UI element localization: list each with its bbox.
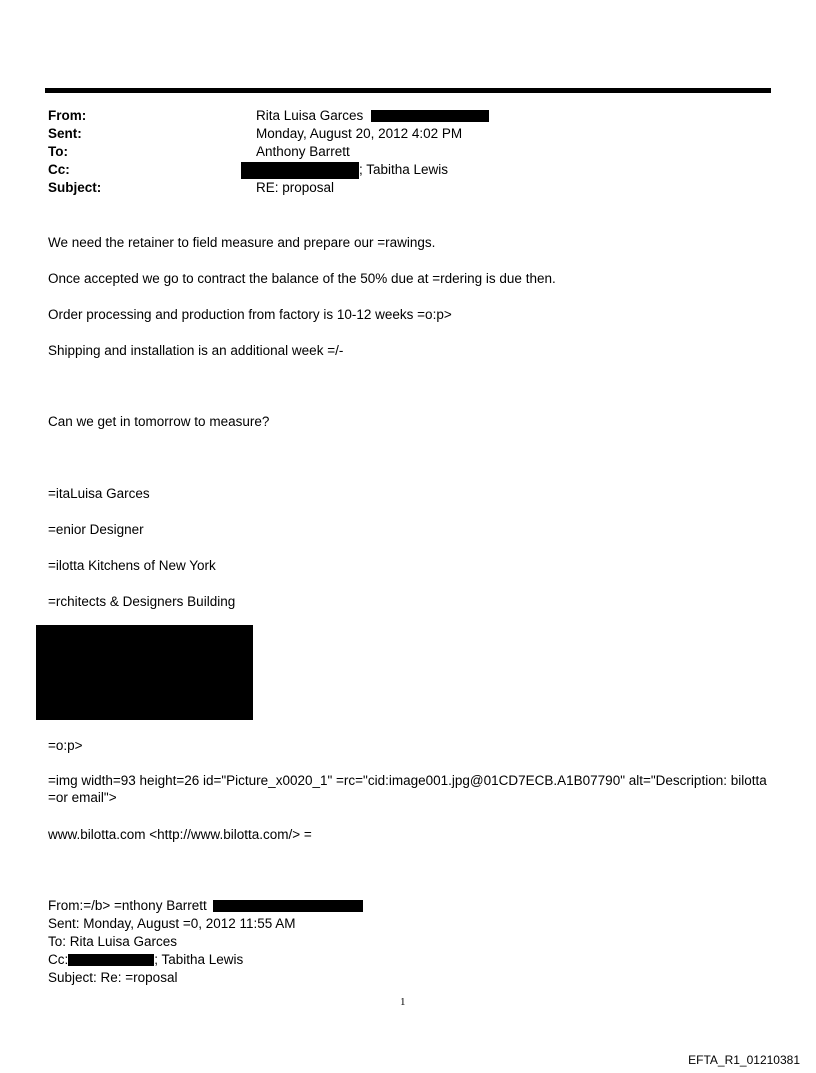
quoted-cc-label: Cc: (48, 952, 69, 967)
from-name: Rita Luisa Garces (256, 108, 364, 123)
signature-name: =itaLuisa Garces (48, 486, 150, 501)
sent-value: Monday, August 20, 2012 4:02 PM (256, 126, 463, 141)
body-line: Order processing and production from factory is 10-12 weeks =o:p> (48, 307, 452, 322)
redaction-block (371, 110, 489, 122)
cc-label: Cc: (48, 162, 70, 177)
quoted-sent: Sent: Monday, August =0, 2012 11:55 AM (48, 916, 296, 931)
signature-company: =ilotta Kitchens of New York (48, 558, 216, 573)
to-label: To: (48, 144, 68, 159)
body-line: =img width=93 height=26 id="Picture_x0020_1" =rc="cid:image001.jpg@01CD7ECB.A1B07790" alt="Description: bilotta =or email"> (48, 773, 767, 805)
body-line: =o:p> (48, 738, 83, 753)
redaction-block (213, 900, 363, 912)
header-rule (45, 88, 771, 93)
body-line: Shipping and installation is an additional week =/- (48, 343, 344, 358)
subject-value: RE: proposal (256, 180, 335, 195)
sent-label: Sent: (48, 126, 82, 141)
signature-building: =rchitects & Designers Building (48, 594, 236, 609)
subject-label: Subject: (48, 180, 102, 195)
quoted-subject: Subject: Re: =roposal (48, 970, 178, 985)
cc-value (241, 161, 448, 179)
quoted-from-text: From:=/b> =nthony Barrett (48, 898, 207, 913)
from-value (256, 107, 489, 125)
quoted-cc-names: ; Tabitha Lewis (154, 952, 244, 967)
redaction-block (241, 162, 359, 179)
page-number: 1 (400, 996, 406, 1008)
redaction-block (68, 954, 154, 966)
body-line: We need the retainer to field measure and prepare our =rawings. (48, 235, 436, 250)
quoted-cc (48, 951, 243, 968)
to-value: Anthony Barrett (256, 144, 350, 159)
cc-names: ; Tabitha Lewis (359, 162, 449, 177)
document-id: EFTA_R1_01210381 (688, 1053, 800, 1067)
body-line: Once accepted we go to contract the balance of the 50% due at =rdering is due then. (48, 271, 556, 286)
from-label: From: (48, 108, 87, 123)
quoted-to: To: Rita Luisa Garces (48, 934, 178, 949)
redaction-block (36, 625, 253, 720)
body-line: Can we get in tomorrow to measure? (48, 414, 270, 429)
quoted-from (48, 897, 363, 914)
website-link[interactable]: www.bilotta.com <http://www.bilotta.com/> = (48, 827, 312, 842)
signature-title: =enior Designer (48, 522, 144, 537)
